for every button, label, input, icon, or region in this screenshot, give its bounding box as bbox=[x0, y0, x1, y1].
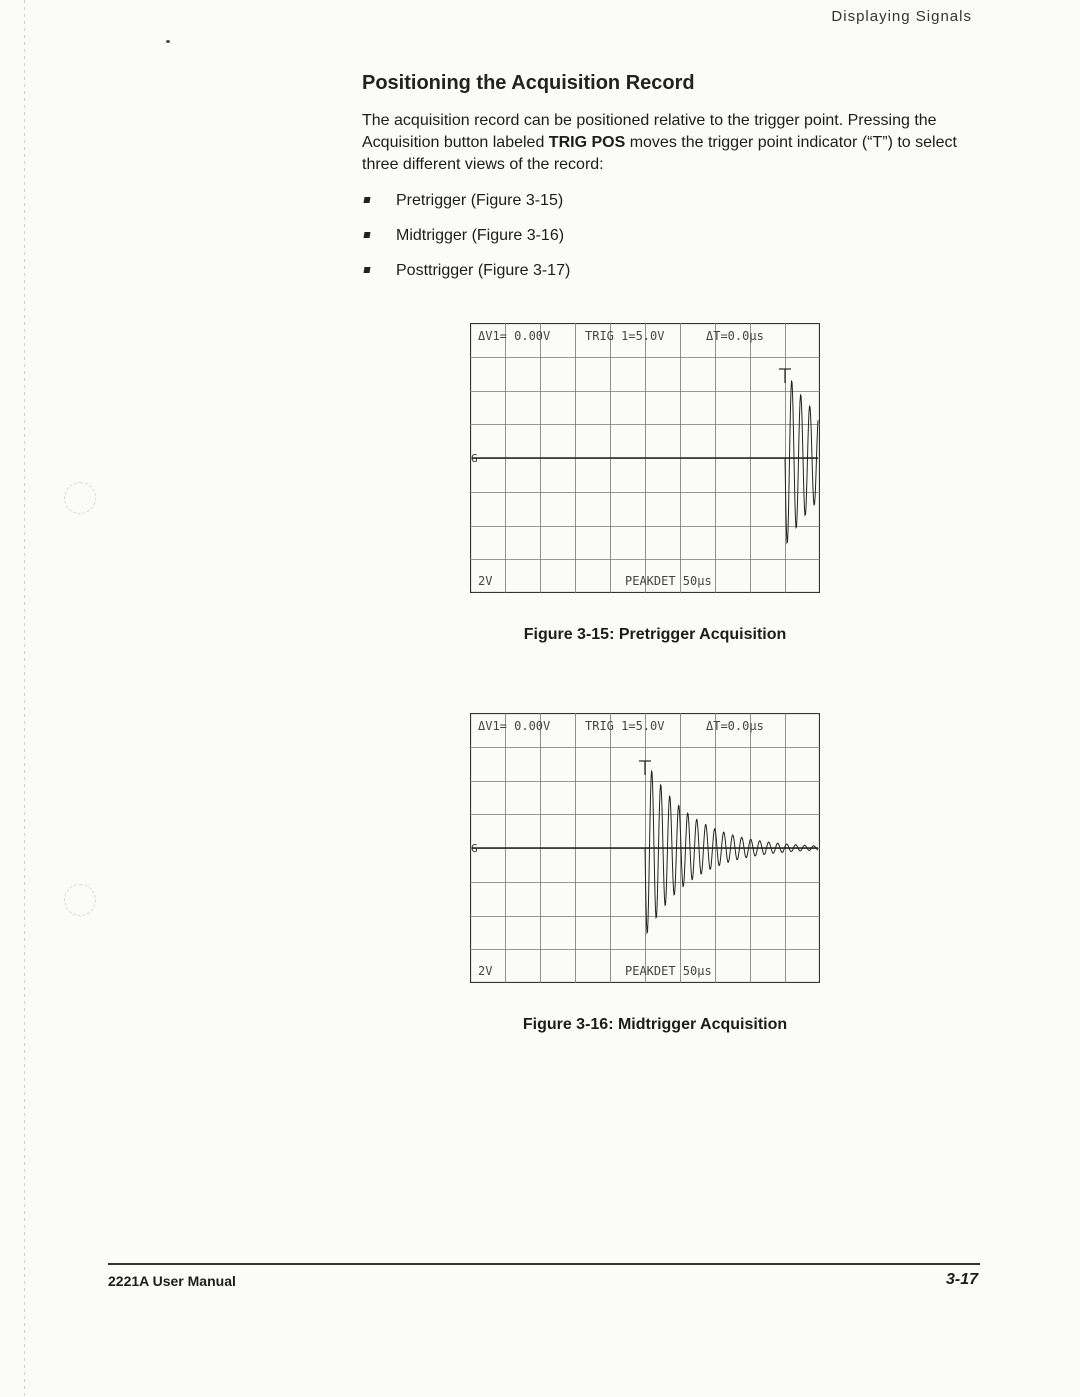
scope-display-midtrigger bbox=[470, 713, 820, 983]
scope-screen bbox=[470, 713, 820, 983]
list-item bbox=[362, 190, 570, 225]
readout-volts-per-div: 2V bbox=[478, 964, 493, 978]
scope-display-pretrigger bbox=[470, 323, 820, 593]
footer-rule bbox=[108, 1263, 980, 1265]
readout-trigger-level: TRIG 1=5.0V bbox=[585, 329, 665, 343]
punch-hole bbox=[64, 884, 96, 916]
readout-delta-v: ΔV1= 0.00V bbox=[478, 719, 551, 733]
intro-paragraph bbox=[362, 110, 982, 176]
print-speck bbox=[166, 40, 170, 43]
readout-delta-t: ΔT=0.0µs bbox=[706, 329, 764, 343]
manual-name: 2221A User Manual bbox=[108, 1273, 236, 1289]
punch-hole bbox=[64, 482, 96, 514]
readout-trigger-level: TRIG 1=5.0V bbox=[585, 719, 665, 733]
list-item-text: Posttrigger (Figure 3-17) bbox=[396, 262, 571, 279]
intro-text: moves the trigger point indicator (“T”) to select three different views of the record: bbox=[362, 134, 957, 173]
intro-text: The acquisition record can be positioned relative to the trigger point. Pressing the Acquisition button labeled bbox=[362, 112, 937, 151]
bullet-icon bbox=[363, 232, 370, 238]
trigger-views-list bbox=[362, 190, 570, 295]
trig-pos-label: TRIG POS bbox=[548, 134, 626, 151]
section-title: Positioning the Acquisition Record bbox=[362, 72, 695, 94]
page-margin-rule bbox=[24, 0, 25, 1397]
list-item bbox=[362, 225, 570, 260]
readout-volts-per-div: 2V bbox=[478, 574, 493, 588]
list-item bbox=[362, 260, 570, 295]
list-item-text: Midtrigger (Figure 3-16) bbox=[396, 227, 565, 244]
running-header: Displaying Signals bbox=[831, 8, 972, 25]
readout-acq-mode: PEAKDET 50µs bbox=[625, 574, 712, 588]
readout-delta-v: ΔV1= 0.00V bbox=[478, 329, 551, 343]
page-number: 3-17 bbox=[945, 1271, 978, 1288]
figure-caption: Figure 3-15: Pretrigger Acquisition bbox=[523, 626, 787, 643]
ground-marker-icon: G bbox=[471, 452, 478, 465]
readout-acq-mode: PEAKDET 50µs bbox=[625, 964, 712, 978]
figure-caption: Figure 3-16: Midtrigger Acquisition bbox=[522, 1016, 788, 1033]
scope-screen bbox=[470, 323, 820, 593]
list-item-text: Pretrigger (Figure 3-15) bbox=[396, 192, 564, 209]
readout-delta-t: ΔT=0.0µs bbox=[706, 719, 764, 733]
bullet-icon bbox=[363, 267, 370, 273]
bullet-icon bbox=[363, 197, 370, 203]
ground-marker-icon: G bbox=[471, 842, 478, 855]
